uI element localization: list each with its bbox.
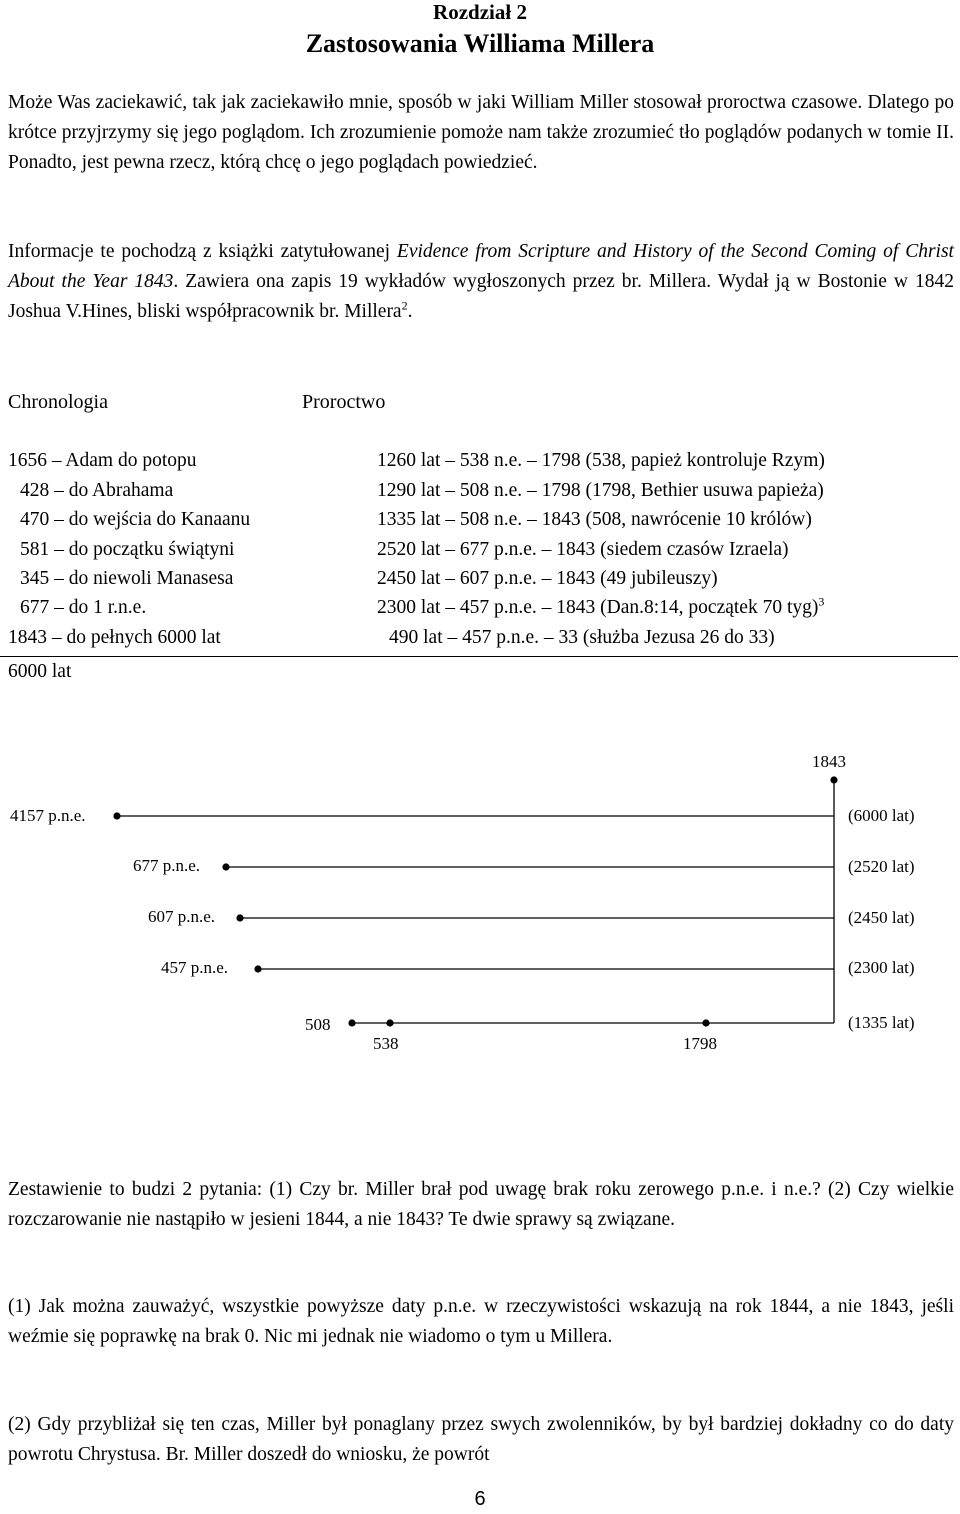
footnote-ref-3: 3 (818, 594, 825, 609)
timeline-start-label: 607 p.n.e. (148, 907, 216, 926)
book-title: Evidence from Scripture and History of the Second Coming of Christ About the Year 1843 (8, 241, 954, 292)
timeline-dot-1798 (702, 1019, 709, 1026)
timeline-span-label: (1335 lat) (848, 1013, 915, 1032)
chapter-label: Rozdział 2 (433, 0, 527, 24)
column-header-chronology: Chronologia (8, 391, 108, 413)
chronology-row: 470 – do wejścia do Kanaanu (20, 509, 251, 530)
closing-paragraph-1: Zestawienie to budzi 2 pytania: (1) Czy br. Miller brał pod uwagę brak roku zerowego p.n.e. i n.e.? (2) Czy wielkie rozczarowanie nie nastąpiło w jesieni 1844, a nie 1843? Te dwie sprawy są związane. (8, 1179, 954, 1230)
page-number: 6 (474, 1488, 486, 1510)
timeline-span-label: (2450 lat) (848, 908, 915, 927)
footnote-ref-2: 2 (401, 298, 408, 313)
timeline-dot-607 (236, 914, 243, 921)
timeline-start-label: 457 p.n.e. (161, 958, 229, 977)
chronology-row: 581 – do początku świątyni (20, 539, 235, 560)
timeline-dot-1843 (830, 776, 837, 783)
chronology-row: 1656 – Adam do potopu (8, 450, 197, 471)
prophecy-row: 2450 lat – 607 p.n.e. – 1843 (49 jubileuszy) (377, 568, 718, 589)
chronology-row: 345 – do niewoli Manasesa (20, 568, 234, 589)
timeline-dot-508 (348, 1019, 355, 1026)
prophecy-text: 2300 lat – 457 p.n.e. – 1843 (Dan.8:14, początek 70 tyg) (377, 597, 819, 618)
chronology-row: 677 – do 1 r.n.e. (20, 597, 147, 618)
timeline-bottom-label: 538 (373, 1034, 399, 1053)
prophecy-row: 2520 lat – 677 p.n.e. – 1843 (siedem czasów Izraela) (377, 539, 789, 560)
prophecy-row: 1290 lat – 508 n.e. – 1798 (1798, Bethier usuwa papieża) (377, 480, 824, 501)
timeline-span-label: (2300 lat) (848, 958, 915, 977)
timeline-dot-4157 (113, 812, 120, 819)
intro-paragraph-2 (8, 237, 954, 327)
closing-paragraph-3: (2) Gdy przybliżał się ten czas, Miller był ponaglany przez swych zwolenników, by był bardziej dokładny co do daty powrotu Chrystusa. Br. Miller doszedł do wniosku, że powrót (8, 1414, 954, 1465)
chronology-row: 1843 – do pełnych 6000 lat (8, 627, 221, 648)
chronology-total: 6000 lat (8, 661, 72, 682)
timeline-span-label: (2520 lat) (848, 857, 915, 876)
timeline-dot-538 (386, 1019, 393, 1026)
timeline-bottom-label: 1798 (683, 1034, 717, 1053)
intro-paragraph-1: Może Was zaciekawić, tak jak zaciekawiło mnie, sposób w jaki William Miller stosował proroctwa czasowe. Dlatego po krótce przyjrzymy się jego poglądom. Ich zrozumienie pomoże nam także zrozumieć tło poglądów podanych w tomie II. Ponadto, jest pewna rzecz, którą chcę o jego poglądach powiedzieć. (8, 92, 954, 173)
column-header-prophecy: Proroctwo (302, 391, 386, 413)
timeline-start-label: 677 p.n.e. (133, 856, 201, 875)
prophecy-row: 1335 lat – 508 n.e. – 1843 (508, nawrócenie 10 królów) (377, 509, 812, 530)
timeline-diagram (0, 740, 960, 1070)
closing-paragraph-2: (1) Jak można zauważyć, wszystkie powyższe daty p.n.e. w rzeczywistości wskazują na rok 1844, a nie 1843, jeśli weźmie się poprawkę na brak 0. Nic mi jednak nie wiadomo o tym u Millera. (8, 1296, 954, 1347)
prophecy-row (377, 594, 824, 622)
chronology-row: 428 – do Abrahama (20, 480, 174, 501)
timeline-bottom-label: 508 (305, 1015, 331, 1034)
timeline-span-label: (6000 lat) (848, 806, 915, 825)
prophecy-row: 1260 lat – 538 n.e. – 1798 (538, papież kontroluje Rzym) (377, 450, 825, 471)
sum-rule (0, 656, 958, 657)
chapter-title: Zastosowania Williama Millera (305, 29, 655, 58)
p2-text-after: . Zawiera ona zapis 19 wykładów wygłoszonych przez br. Millera. Wydał ją w Bostonie w 1842 Joshua V.Hines, bliski współpracownik br. Millera (8, 271, 954, 322)
timeline-dot-677 (222, 863, 229, 870)
p2-text: Informacje te pochodzą z książki zatytułowanej (8, 241, 397, 262)
timeline-dot-457 (254, 965, 261, 972)
prophecy-row: 490 lat – 457 p.n.e. – 33 (służba Jezusa 26 do 33) (389, 627, 775, 648)
timeline-start-label: 4157 p.n.e. (10, 806, 86, 825)
p2-end: . (407, 301, 413, 322)
timeline-end-year: 1843 (812, 752, 846, 771)
